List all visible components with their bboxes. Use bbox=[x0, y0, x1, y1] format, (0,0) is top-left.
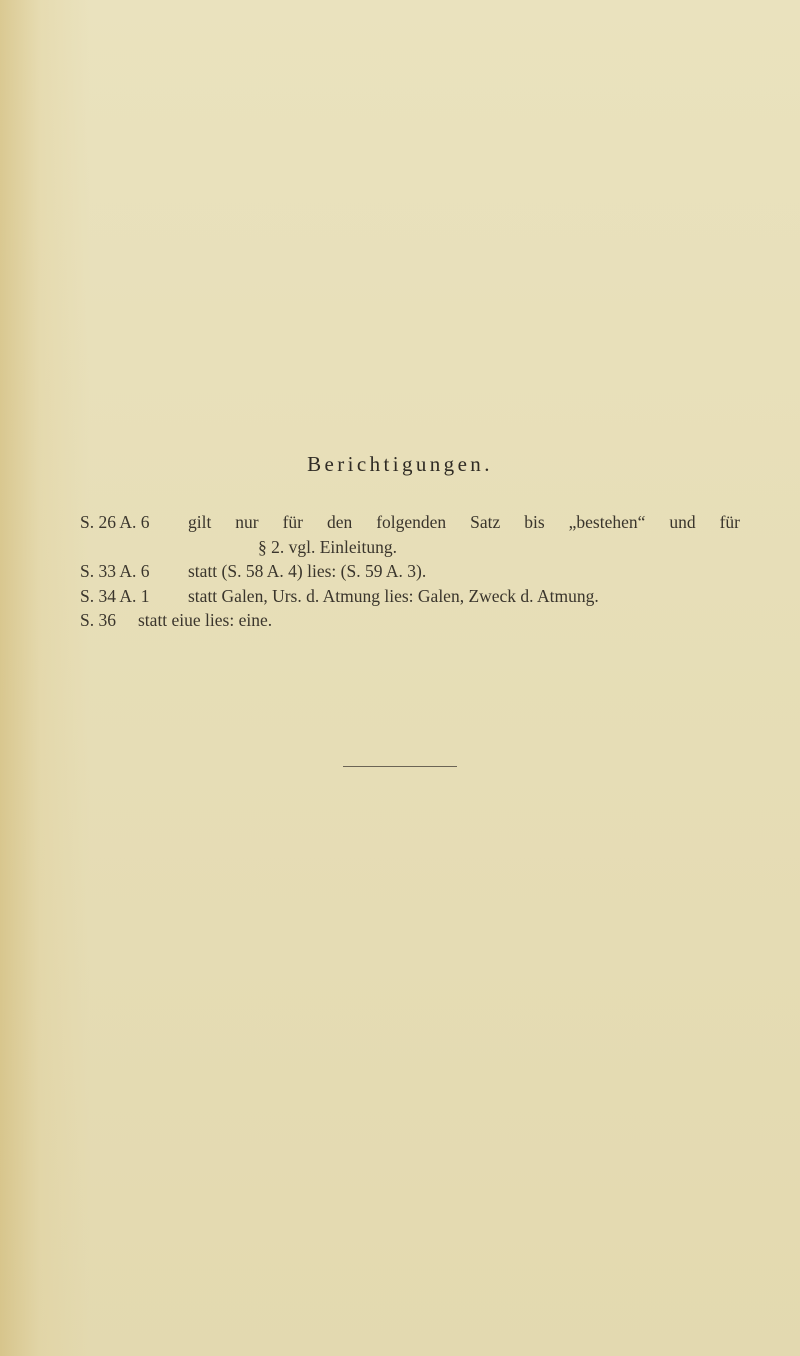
errata-entry-4 bbox=[80, 608, 740, 633]
errata-list bbox=[80, 510, 740, 633]
errata-entry-1 bbox=[80, 510, 740, 535]
errata-reference: S. 26 A. 6 bbox=[80, 512, 150, 532]
errata-continuation: § 2. vgl. Einleitung. bbox=[258, 536, 398, 557]
errata-reference: S. 33 A. 6 bbox=[80, 561, 150, 581]
errata-entry-2 bbox=[80, 559, 740, 584]
page-title: Berichtigungen. bbox=[307, 452, 493, 476]
errata-entry-3 bbox=[80, 584, 740, 609]
errata-text: gilt nur für den folgenden Satz bis „bestehen“ und für bbox=[188, 512, 740, 532]
closing-rule bbox=[343, 766, 457, 767]
errata-text: statt Galen, Urs. d. Atmung lies: Galen, Zweck d. Atmung. bbox=[188, 585, 599, 606]
errata-text: statt (S. 58 A. 4) lies: (S. 59 A. 3). bbox=[188, 561, 427, 581]
errata-reference: S. 36 bbox=[80, 610, 116, 630]
errata-reference: S. 34 A. 1 bbox=[80, 585, 150, 606]
errata-text: statt eiue lies: eine. bbox=[138, 610, 273, 630]
